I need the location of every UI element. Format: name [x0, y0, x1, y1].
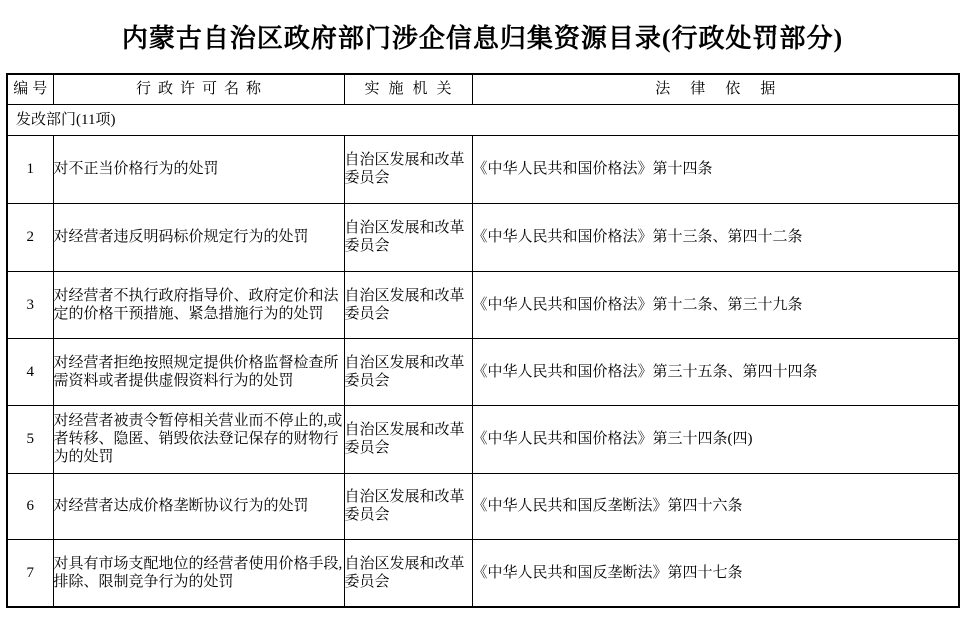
column-header-agency: 实施机关 [344, 74, 472, 104]
row-agency-cell: 自治区发展和改革委员会 [344, 271, 472, 338]
row-agency-cell: 自治区发展和改革委员会 [344, 135, 472, 203]
row-number-cell: 7 [7, 539, 53, 607]
table-row [7, 203, 959, 271]
page-title: 内蒙古自治区政府部门涉企信息归集资源目录(行政处罚部分) [121, 24, 844, 53]
column-header-number: 编号 [7, 74, 53, 104]
row-basis-cell: 《中华人民共和国反垄断法》第四十六条 [472, 473, 959, 539]
table-row [7, 271, 959, 338]
row-number-cell: 2 [7, 203, 53, 271]
row-basis-cell: 《中华人民共和国价格法》第十二条、第三十九条 [472, 271, 959, 338]
table-row [7, 338, 959, 405]
row-name-cell: 对不正当价格行为的处罚 [53, 135, 344, 203]
table-row [7, 405, 959, 473]
row-basis-cell: 《中华人民共和国价格法》第十四条 [472, 135, 959, 203]
catalog-table [6, 73, 960, 608]
section-label: 发改部门(11项) [7, 104, 959, 135]
table-row [7, 473, 959, 539]
row-agency-cell: 自治区发展和改革委员会 [344, 338, 472, 405]
row-name-cell: 对具有市场支配地位的经营者使用价格手段,排除、限制竞争行为的处罚 [53, 539, 344, 607]
row-basis-cell: 《中华人民共和国价格法》第十三条、第四十二条 [472, 203, 959, 271]
row-basis-cell: 《中华人民共和国价格法》第三十四条(四) [472, 405, 959, 473]
row-basis-cell: 《中华人民共和国价格法》第三十五条、第四十四条 [472, 338, 959, 405]
column-header-basis: 法律依据 [472, 74, 959, 104]
row-number-cell: 4 [7, 338, 53, 405]
row-name-cell: 对经营者拒绝按照规定提供价格监督检查所需资料或者提供虚假资料行为的处罚 [53, 338, 344, 405]
row-name-cell: 对经营者不执行政府指导价、政府定价和法定的价格干预措施、紧急措施行为的处罚 [53, 271, 344, 338]
section-row [7, 104, 959, 135]
row-agency-cell: 自治区发展和改革委员会 [344, 203, 472, 271]
table-header-row [7, 74, 959, 104]
row-name-cell: 对经营者达成价格垄断协议行为的处罚 [53, 473, 344, 539]
row-name-cell: 对经营者被责令暂停相关营业而不停止的,或者转移、隐匿、销毁依法登记保存的财物行为的处罚 [53, 405, 344, 473]
row-agency-cell: 自治区发展和改革委员会 [344, 405, 472, 473]
row-agency-cell: 自治区发展和改革委员会 [344, 539, 472, 607]
row-name-cell: 对经营者违反明码标价规定行为的处罚 [53, 203, 344, 271]
row-number-cell: 1 [7, 135, 53, 203]
table-row [7, 539, 959, 607]
table-row [7, 135, 959, 203]
row-number-cell: 3 [7, 271, 53, 338]
row-agency-cell: 自治区发展和改革委员会 [344, 473, 472, 539]
row-basis-cell: 《中华人民共和国反垄断法》第四十七条 [472, 539, 959, 607]
column-header-name: 行政许可名称 [53, 74, 344, 104]
row-number-cell: 6 [7, 473, 53, 539]
row-number-cell: 5 [7, 405, 53, 473]
